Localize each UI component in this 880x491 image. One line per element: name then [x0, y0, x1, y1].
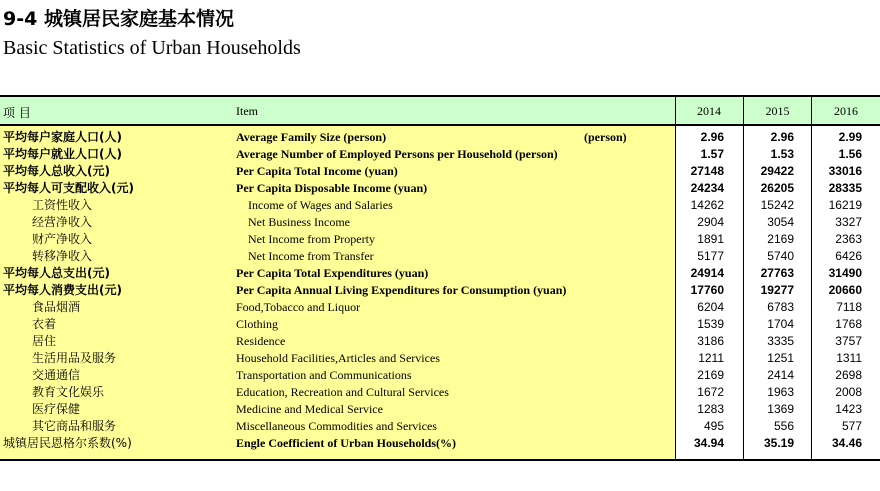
row-value-2016: 1423 — [835, 402, 862, 416]
row-value-2015: 1251 — [767, 351, 794, 365]
row-label-en: Net Business Income — [248, 215, 350, 229]
table-row — [0, 197, 880, 214]
table-row — [0, 180, 880, 197]
table-row — [0, 146, 880, 163]
row-value-2014: 1211 — [698, 351, 724, 365]
table-row — [0, 282, 880, 299]
row-value-2016: 1.56 — [838, 147, 862, 161]
row-value-2015: 3054 — [767, 215, 794, 229]
row-label-en: Per Capita Annual Living Expenditures for Consumption (yuan) — [236, 283, 567, 297]
row-label-cn: 平均每户家庭人口(人) — [3, 130, 122, 144]
row-value-2015: 1704 — [767, 317, 794, 331]
row-label-en: Net Income from Property — [248, 232, 375, 246]
row-value-2015: 15242 — [760, 198, 794, 212]
row-value-2016: 3327 — [835, 215, 862, 229]
row-value-2015: 26205 — [760, 181, 794, 195]
row-label-en: Income of Wages and Salaries — [248, 198, 393, 212]
row-value-2015: 1963 — [767, 385, 794, 399]
row-label-en: Clothing — [236, 317, 279, 331]
row-value-2015: 1369 — [767, 402, 794, 416]
row-value-2016: 2363 — [835, 232, 862, 246]
row-label-cn: 平均每人消费支出(元) — [3, 283, 122, 297]
table-row — [0, 129, 880, 146]
row-label-en: Per Capita Total Expenditures (yuan) — [236, 266, 429, 280]
row-value-2014: 1891 — [697, 232, 724, 246]
column-divider — [743, 97, 744, 459]
page-title-cn: 9-4 城镇居民家庭基本情况 — [3, 8, 234, 30]
row-value-2016: 16219 — [828, 198, 862, 212]
row-value-2015: 27763 — [760, 266, 794, 280]
row-unit: (person) — [584, 130, 627, 144]
header-item-en: Item — [236, 104, 258, 118]
table-body — [0, 126, 880, 459]
row-value-2016: 33016 — [828, 164, 862, 178]
table-row — [0, 214, 880, 231]
row-label-cn: 转移净收入 — [32, 249, 93, 263]
row-label-cn: 平均每人总支出(元) — [3, 266, 110, 280]
header-year-2014: 2014 — [697, 104, 721, 118]
row-label-cn: 财产净收入 — [32, 232, 93, 246]
row-value-2014: 6204 — [697, 300, 724, 314]
header-year-2016: 2016 — [834, 104, 858, 118]
row-value-2014: 24914 — [690, 266, 724, 280]
row-label-en: Net Income from Transfer — [248, 249, 374, 263]
row-value-2015: 3335 — [767, 334, 794, 348]
column-divider — [811, 97, 812, 459]
row-value-2014: 1672 — [697, 385, 724, 399]
row-value-2015: 19277 — [760, 283, 794, 297]
row-value-2016: 3757 — [835, 334, 862, 348]
row-value-2014: 1.57 — [700, 147, 724, 161]
column-divider — [675, 97, 676, 459]
table-header — [0, 97, 880, 126]
row-value-2014: 2904 — [697, 215, 724, 229]
page-title-en: Basic Statistics of Urban Households — [3, 37, 301, 59]
row-label-cn: 平均每户就业人口(人) — [3, 147, 122, 161]
row-label-en: Miscellaneous Commodities and Services — [236, 419, 437, 433]
table-row — [0, 299, 880, 316]
row-value-2015: 2.96 — [770, 130, 794, 144]
table-row — [0, 231, 880, 248]
row-value-2015: 29422 — [760, 164, 794, 178]
row-value-2014: 2.96 — [700, 130, 724, 144]
row-value-2016: 20660 — [828, 283, 862, 297]
row-label-cn: 平均每人可支配收入(元) — [3, 181, 134, 195]
table-row — [0, 350, 880, 367]
row-value-2016: 1311 — [836, 351, 862, 365]
row-value-2016: 7118 — [836, 300, 862, 314]
table-row — [0, 401, 880, 418]
row-label-en: Food,Tobacco and Liquor — [236, 300, 361, 314]
row-value-2014: 17760 — [690, 283, 724, 297]
row-value-2016: 577 — [841, 419, 862, 433]
row-label-cn: 居住 — [32, 334, 57, 348]
row-label-en: Per Capita Disposable Income (yuan) — [236, 181, 428, 195]
table-row — [0, 384, 880, 401]
row-label-en: Engle Coefficient of Urban Households(%) — [236, 436, 456, 450]
table-row — [0, 163, 880, 180]
row-label-en: Education, Recreation and Cultural Services — [236, 385, 449, 399]
row-label-en: Household Facilities,Articles and Services — [236, 351, 440, 365]
header-year-2015: 2015 — [765, 104, 790, 118]
row-label-cn: 交通通信 — [32, 368, 81, 382]
row-label-cn: 食品烟酒 — [32, 300, 81, 314]
row-value-2016: 6426 — [835, 249, 862, 263]
row-label-cn: 城镇居民恩格尔系数(%) — [3, 436, 132, 450]
row-label-en: Residence — [236, 334, 286, 348]
row-value-2015: 1.53 — [770, 147, 794, 161]
row-label-cn: 衣着 — [32, 317, 57, 331]
table-row — [0, 316, 880, 333]
row-label-cn: 工资性收入 — [32, 198, 93, 212]
header-item-cn: 项 目 — [3, 106, 31, 120]
row-value-2014: 5177 — [697, 249, 724, 263]
row-value-2016: 2.99 — [838, 130, 862, 144]
row-value-2014: 1539 — [697, 317, 724, 331]
row-value-2014: 2169 — [697, 368, 724, 382]
row-label-en: Per Capita Total Income (yuan) — [236, 164, 398, 178]
row-value-2015: 35.19 — [763, 436, 794, 450]
table-row — [0, 435, 880, 452]
row-value-2014: 3186 — [697, 334, 724, 348]
row-value-2016: 2698 — [835, 368, 862, 382]
table-row — [0, 367, 880, 384]
row-value-2015: 556 — [773, 419, 794, 433]
row-label-cn: 生活用品及服务 — [32, 351, 117, 365]
row-value-2014: 1283 — [697, 402, 724, 416]
row-value-2014: 34.94 — [693, 436, 724, 450]
table-row — [0, 333, 880, 350]
row-value-2014: 27148 — [690, 164, 724, 178]
row-value-2015: 6783 — [767, 300, 794, 314]
statistics-table — [0, 95, 880, 461]
table-row — [0, 418, 880, 435]
table-row — [0, 248, 880, 265]
row-value-2014: 24234 — [690, 181, 724, 195]
row-label-cn: 教育文化娱乐 — [32, 385, 105, 399]
row-value-2014: 14262 — [690, 198, 724, 212]
row-label-cn: 医疗保健 — [32, 402, 81, 416]
row-value-2016: 31490 — [828, 266, 862, 280]
row-value-2015: 2169 — [767, 232, 794, 246]
row-label-cn: 平均每人总收入(元) — [3, 164, 110, 178]
row-value-2015: 2414 — [767, 368, 794, 382]
row-label-cn: 其它商品和服务 — [32, 419, 117, 433]
table-row — [0, 265, 880, 282]
row-label-cn: 经营净收入 — [32, 215, 93, 229]
row-label-en: Transportation and Communications — [236, 368, 412, 382]
row-label-en: Medicine and Medical Service — [236, 402, 383, 416]
row-value-2016: 2008 — [835, 385, 862, 399]
row-value-2016: 34.46 — [831, 436, 862, 450]
row-value-2016: 28335 — [828, 181, 862, 195]
row-label-en: Average Number of Employed Persons per Household (person) — [236, 147, 558, 161]
row-label-en: Average Family Size (person) — [236, 130, 387, 144]
row-value-2014: 495 — [703, 419, 724, 433]
row-value-2016: 1768 — [835, 317, 862, 331]
row-value-2015: 5740 — [767, 249, 794, 263]
